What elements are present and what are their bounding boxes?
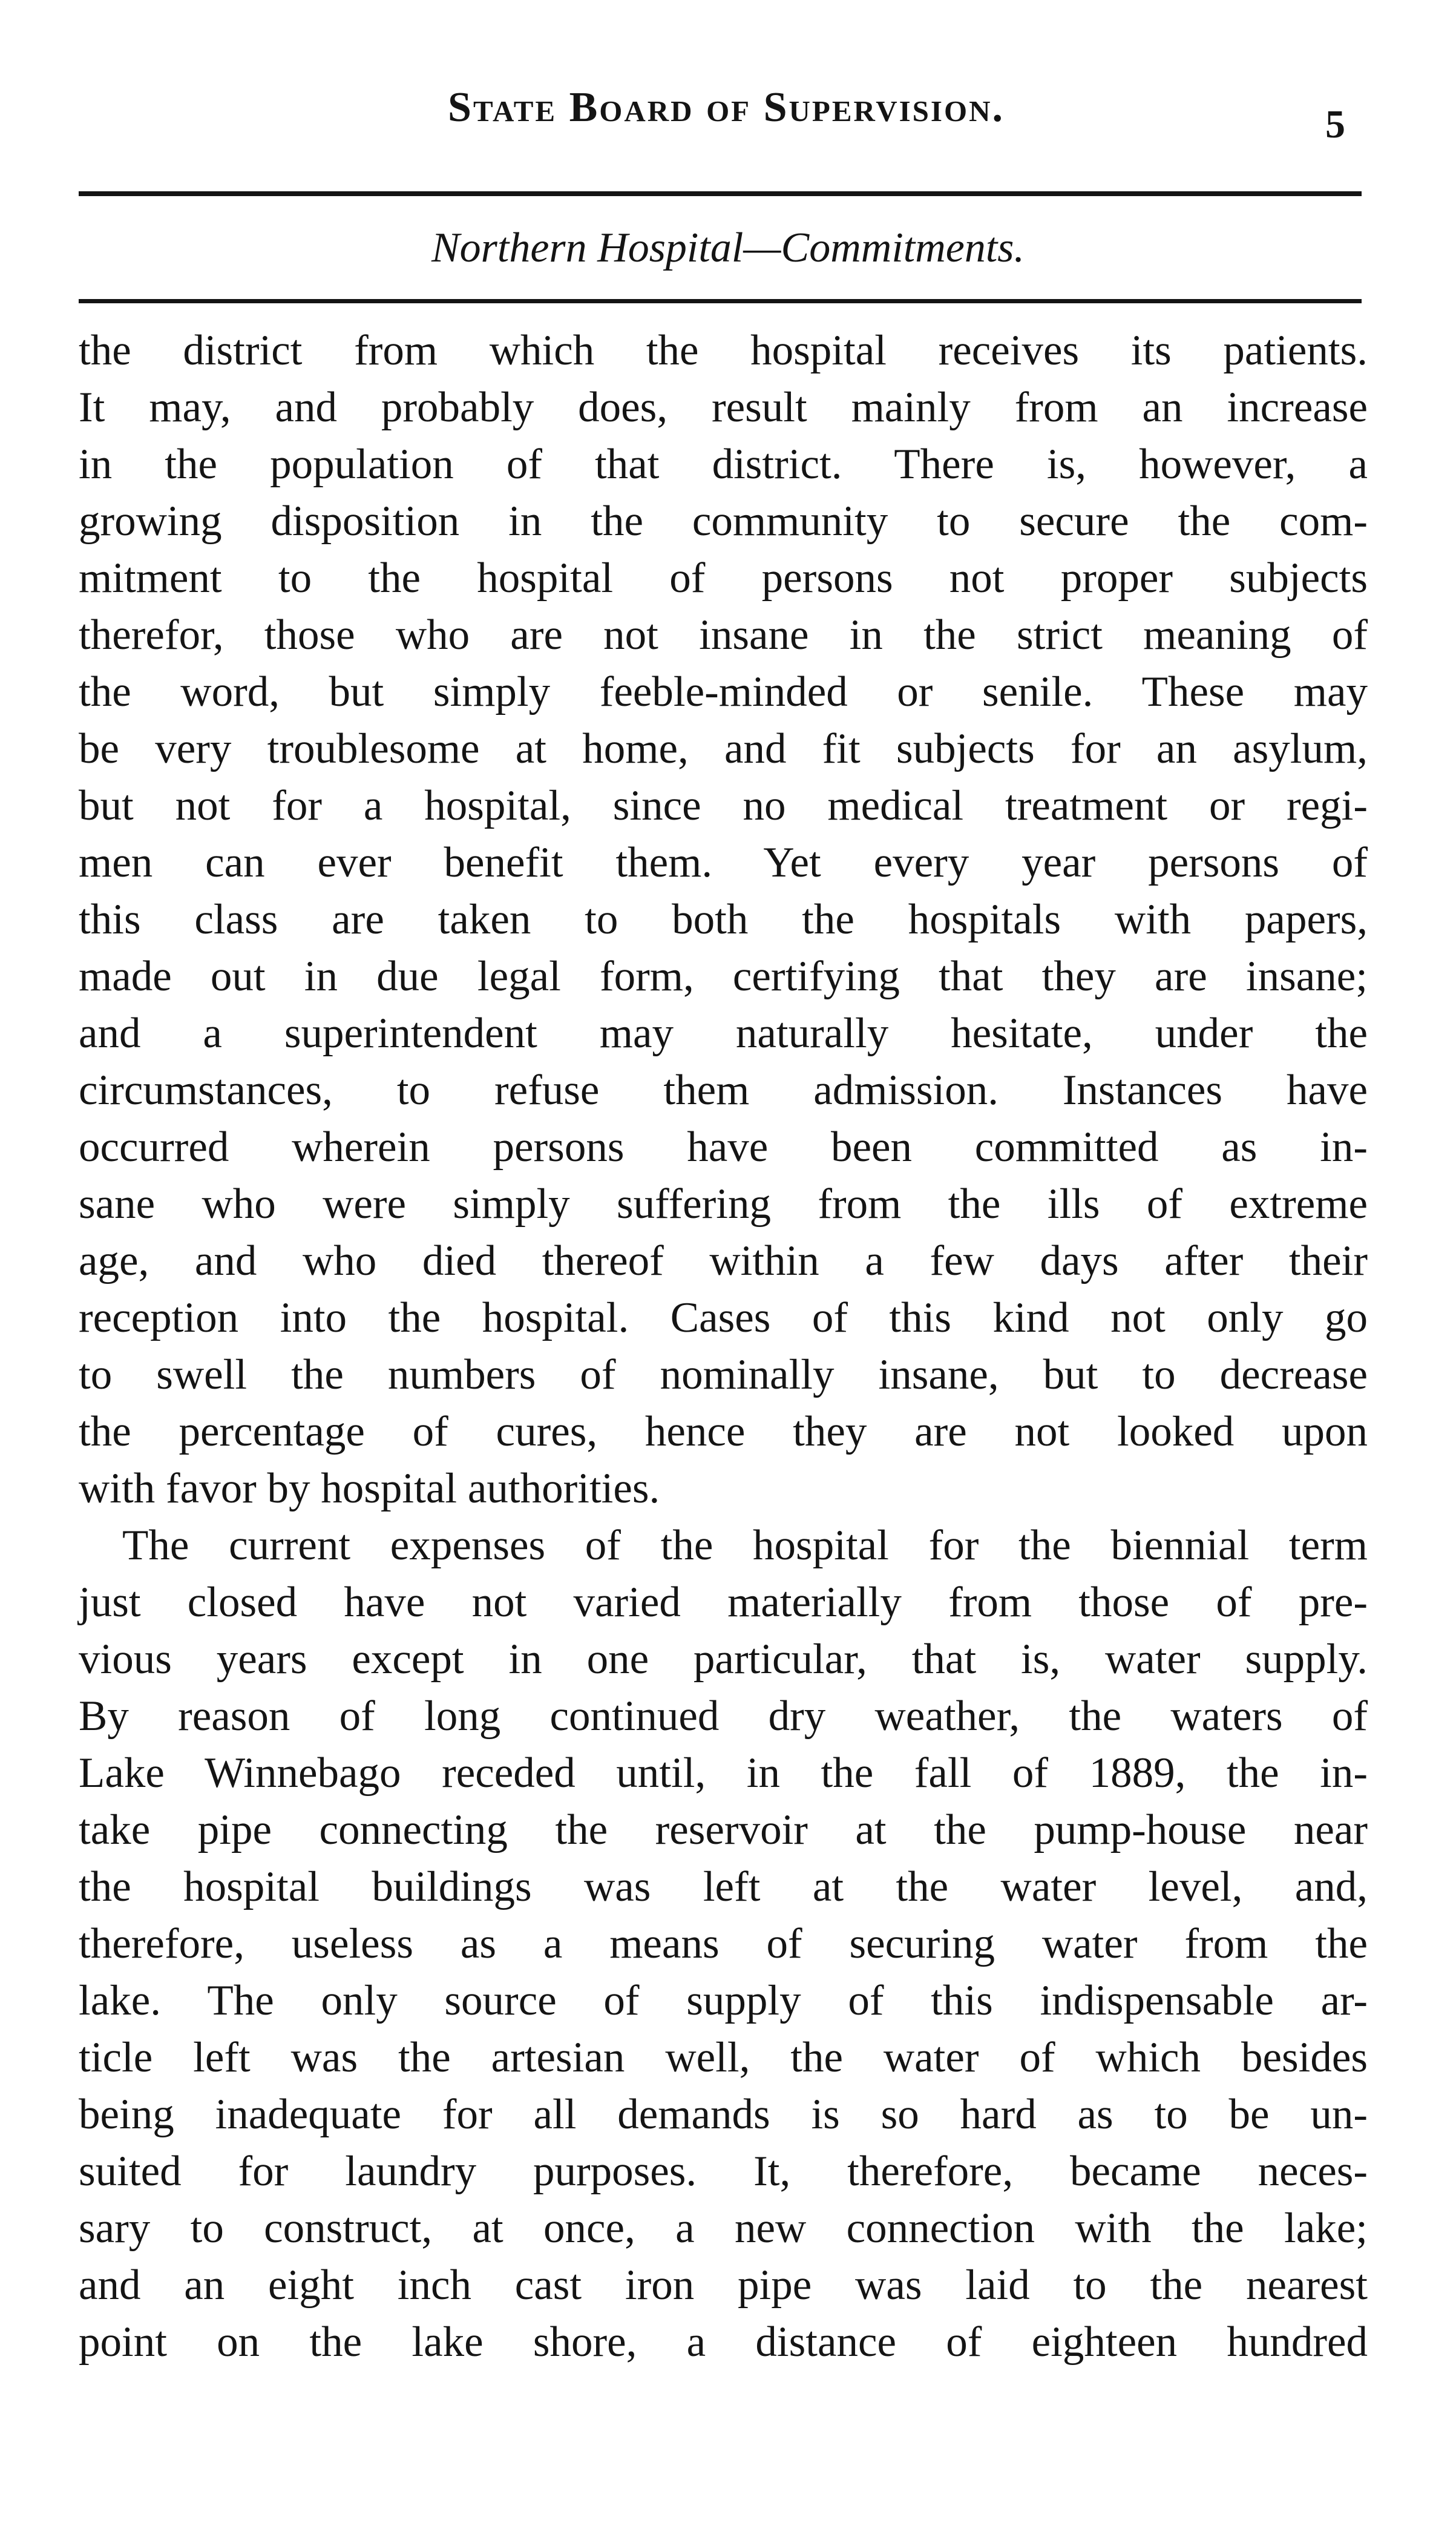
running-head-title: State Board of Supervision. [448, 84, 1005, 131]
body-text [79, 322, 1368, 2370]
text-line: and a superintendent may naturally hesitate, under the [79, 1010, 1368, 1057]
text-line: mitment to the hospital of persons not proper subjects [79, 554, 1368, 602]
text-line: the word, but simply feeble-minded or senile. These may [79, 668, 1368, 715]
text-line: vious years except in one particular, that is, water supply. [79, 1636, 1368, 1683]
text-line: The current expenses of the hospital for the biennial term [122, 1522, 1368, 1569]
text-line: being inadequate for all demands is so hard as to be un- [79, 2091, 1368, 2138]
text-line: occurred wherein persons have been committed as in- [79, 1123, 1368, 1171]
text-line: in the population of that district. There is, however, a [79, 441, 1368, 488]
text-line: just closed have not varied materially from those of pre- [79, 1579, 1368, 1626]
text-line: growing disposition in the community to secure the com- [79, 498, 1368, 545]
text-line: the percentage of cures, hence they are not looked upon [79, 1408, 1368, 1455]
text-line: made out in due legal form, certifying that they are insane; [79, 953, 1368, 1000]
paragraph [79, 1517, 1368, 2370]
text-line: By reason of long continued dry weather, the waters of [79, 1692, 1368, 1740]
text-line: the hospital buildings was left at the water level, and, [79, 1863, 1368, 1910]
text-line: to swell the numbers of nominally insane, but to decrease [79, 1351, 1368, 1398]
text-line: sary to construct, at once, a new connection with the lake; [79, 2205, 1368, 2252]
text-line: It may, and probably does, result mainly from an increase [79, 384, 1368, 431]
text-line: ticle left was the artesian well, the water of which besides [79, 2034, 1368, 2081]
text-line: sane who were simply suffering from the ills of extreme [79, 1180, 1368, 1228]
paragraph [79, 322, 1368, 1517]
text-line: circumstances, to refuse them admission. Instances have [79, 1067, 1368, 1114]
text-line: and an eight inch cast iron pipe was laid to the nearest [79, 2261, 1368, 2309]
section-rule [79, 299, 1362, 303]
text-line: lake. The only source of supply of this indispensable ar- [79, 1977, 1368, 2024]
text-line: suited for laundry purposes. It, therefore, became neces- [79, 2148, 1368, 2195]
text-line: but not for a hospital, since no medical treatment or regi- [79, 782, 1368, 829]
text-line: reception into the hospital. Cases of this kind not only go [79, 1294, 1368, 1341]
text-line: the district from which the hospital receives its patients. [79, 327, 1368, 374]
text-line: Lake Winnebago receded until, in the fall of 1889, the in- [79, 1749, 1368, 1797]
page-number: 5 [1325, 102, 1345, 146]
text-line: this class are taken to both the hospitals with papers, [79, 896, 1368, 943]
text-line: be very troublesome at home, and fit subjects for an asylum, [79, 725, 1368, 772]
text-line: age, and who died thereof within a few days after their [79, 1237, 1368, 1285]
text-line: point on the lake shore, a distance of eighteen hundred [79, 2318, 1368, 2366]
text-line: therefor, those who are not insane in the strict meaning of [79, 611, 1368, 659]
text-line: take pipe connecting the reservoir at the pump-house near [79, 1806, 1368, 1854]
section-heading: Northern Hospital—Commitments. [431, 225, 1025, 271]
text-line: men can ever benefit them. Yet every year persons of [79, 839, 1368, 886]
header-rule [79, 191, 1362, 196]
text-line: therefore, useless as a means of securing water from the [79, 1920, 1368, 1967]
text-line: with favor by hospital authorities. [79, 1465, 660, 1512]
